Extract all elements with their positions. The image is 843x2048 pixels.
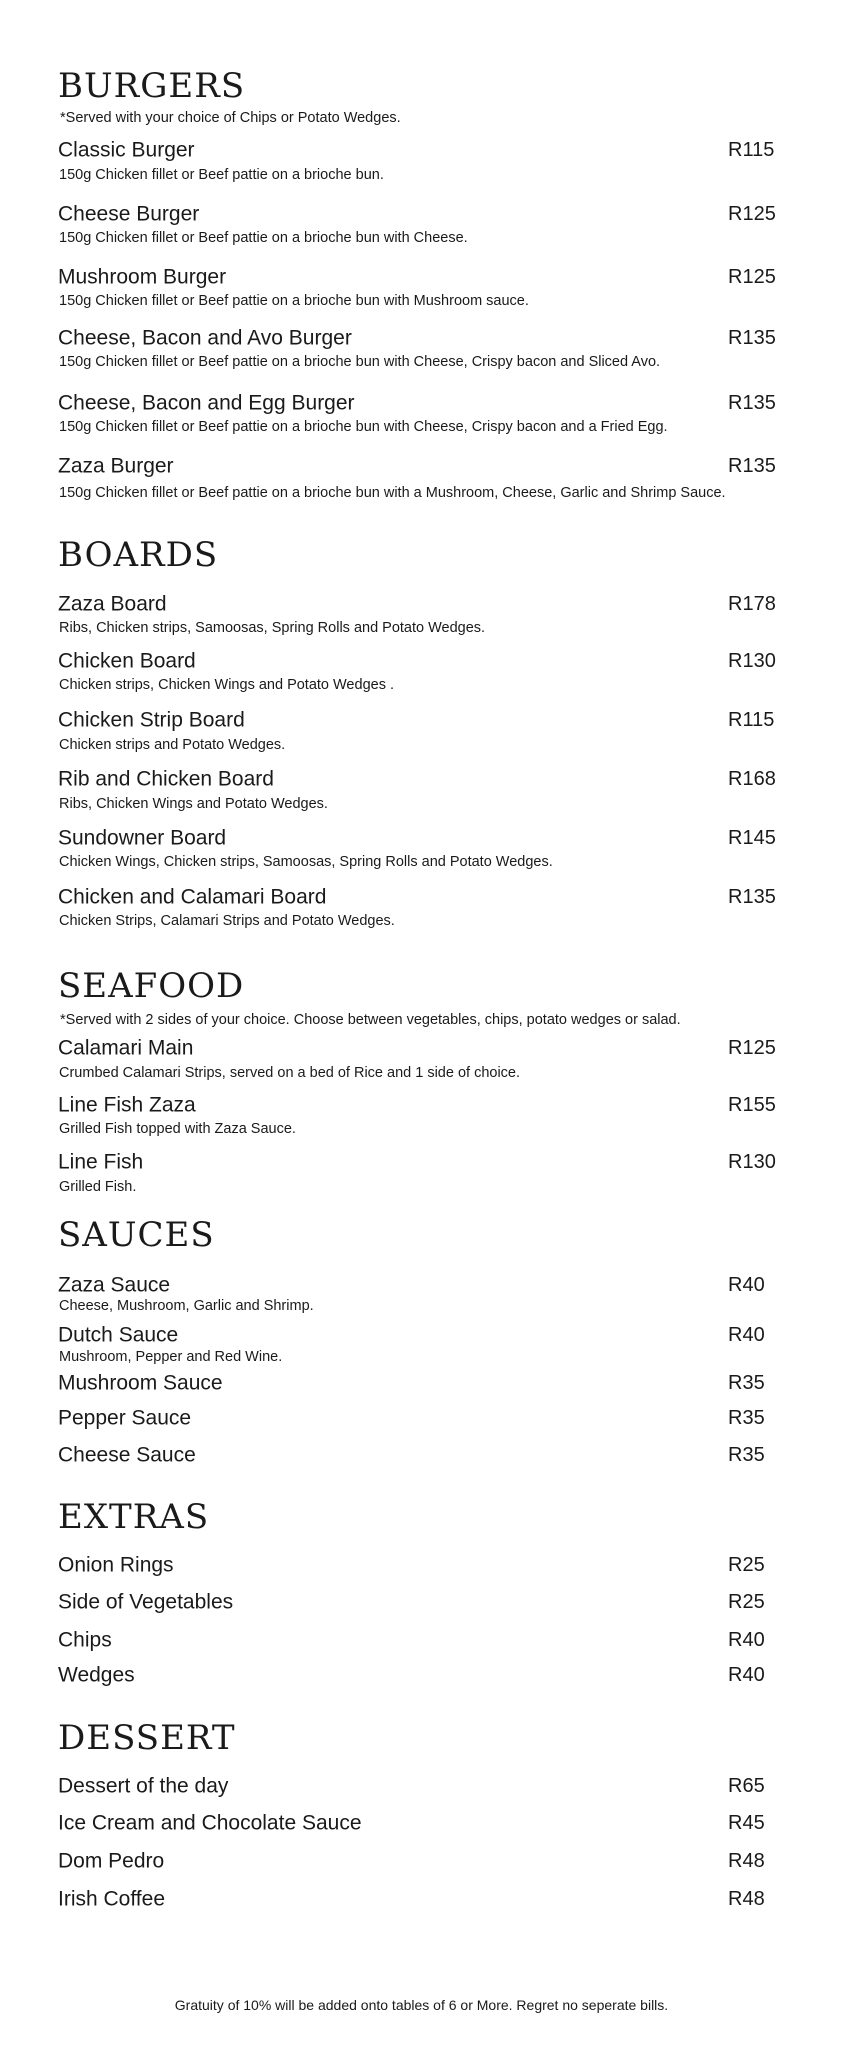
menu-item-name: Classic Burger: [58, 138, 195, 162]
section-title: BOARDS: [58, 535, 219, 575]
menu-item-name: Dutch Sauce: [58, 1323, 179, 1347]
menu-item-description: Chicken Wings, Chicken strips, Samoosas, Spring Rolls and Potato Wedges.: [59, 853, 553, 870]
menu-item-price: R35: [728, 1372, 765, 1394]
menu-item-name: Zaza Board: [58, 592, 167, 616]
gratuity-footer: Gratuity of 10% will be added onto tables of 6 or More. Regret no seperate bills.: [174, 1997, 669, 2013]
section-title: SAUCES: [58, 1215, 215, 1255]
menu-item-price: R25: [728, 1591, 765, 1613]
menu-item-name: Chicken and Calamari Board: [58, 885, 327, 909]
section-title: BURGERS: [58, 66, 246, 106]
menu-item-name: Mushroom Burger: [58, 265, 227, 289]
menu-item-name: Ice Cream and Chocolate Sauce: [58, 1811, 362, 1835]
menu-item-price: R155: [728, 1094, 776, 1116]
menu-item-name: Chips: [58, 1628, 112, 1652]
menu-item-name: Pepper Sauce: [58, 1406, 192, 1430]
menu-item-name: Mushroom Sauce: [58, 1371, 223, 1395]
menu-item-description: 150g Chicken fillet or Beef pattie on a brioche bun with Mushroom sauce.: [59, 292, 529, 309]
menu-item-price: R135: [728, 886, 776, 908]
menu-item-price: R135: [728, 327, 776, 349]
menu-item-price: R35: [728, 1444, 765, 1466]
menu-item-price: R65: [728, 1775, 765, 1797]
menu-item-name: Zaza Burger: [58, 454, 174, 478]
menu-item-price: R130: [728, 1151, 776, 1173]
menu-item-description: Crumbed Calamari Strips, served on a bed of Rice and 1 side of choice.: [59, 1064, 521, 1081]
menu-item-price: R48: [728, 1850, 765, 1872]
menu-item-description: Ribs, Chicken strips, Samoosas, Spring Rolls and Potato Wedges.: [59, 619, 486, 636]
menu-item-name: Zaza Sauce: [58, 1273, 171, 1297]
menu-item-description: Chicken strips, Chicken Wings and Potato Wedges .: [59, 676, 395, 693]
menu-item-price: R115: [728, 139, 775, 161]
menu-item-name: Dom Pedro: [58, 1849, 165, 1873]
menu-item-description: Chicken Strips, Calamari Strips and Potato Wedges.: [59, 912, 395, 929]
menu-item-price: R125: [728, 266, 776, 288]
menu-item-description: 150g Chicken fillet or Beef pattie on a brioche bun.: [59, 166, 384, 183]
menu-item-price: R35: [728, 1407, 765, 1429]
menu-item-price: R40: [728, 1274, 765, 1296]
menu-item-description: 150g Chicken fillet or Beef pattie on a brioche bun with Cheese, Crispy bacon and a Fried Egg.: [59, 418, 668, 435]
menu-item-price: R48: [728, 1888, 765, 1910]
menu-item-name: Irish Coffee: [58, 1887, 165, 1911]
menu-item-description: Grilled Fish topped with Zaza Sauce.: [59, 1120, 296, 1137]
menu-item-price: R130: [728, 650, 776, 672]
menu-item-description: 150g Chicken fillet or Beef pattie on a brioche bun with Cheese, Crispy bacon and Sliced Avo.: [59, 353, 661, 370]
menu-item-name: Side of Vegetables: [58, 1590, 234, 1614]
menu-item-name: Line Fish Zaza: [58, 1093, 196, 1117]
menu-item-description: Ribs, Chicken Wings and Potato Wedges.: [59, 795, 328, 812]
menu-item-name: Cheese Burger: [58, 202, 200, 226]
section-note: *Served with your choice of Chips or Potato Wedges.: [60, 109, 401, 126]
menu-item-price: R125: [728, 1037, 776, 1059]
section-title: SEAFOOD: [58, 966, 245, 1006]
menu-item-price: R125: [728, 203, 776, 225]
menu-item-price: R25: [728, 1554, 765, 1576]
menu-item-price: R40: [728, 1629, 765, 1651]
menu-item-name: Cheese Sauce: [58, 1443, 196, 1467]
menu-item-price: R135: [728, 455, 776, 477]
menu-item-price: R168: [728, 768, 776, 790]
section-title: EXTRAS: [58, 1497, 210, 1537]
menu-item-name: Cheese, Bacon and Avo Burger: [58, 326, 352, 350]
menu-item-price: R145: [728, 827, 776, 849]
menu-item-description: 150g Chicken fillet or Beef pattie on a brioche bun with Cheese.: [59, 229, 468, 246]
menu-item-name: Rib and Chicken Board: [58, 767, 274, 791]
menu-item-name: Wedges: [58, 1663, 135, 1687]
menu-item-description: Chicken strips and Potato Wedges.: [59, 736, 286, 753]
menu-item-price: R45: [728, 1812, 765, 1834]
menu-item-description: Cheese, Mushroom, Garlic and Shrimp.: [59, 1297, 314, 1314]
section-title: DESSERT: [58, 1718, 236, 1758]
menu-item-name: Calamari Main: [58, 1036, 194, 1060]
menu-item-price: R135: [728, 392, 776, 414]
menu-item-description: Mushroom, Pepper and Red Wine.: [59, 1348, 283, 1365]
menu-item-description: Grilled Fish.: [59, 1178, 137, 1195]
menu-item-name: Dessert of the day: [58, 1774, 229, 1798]
menu-item-price: R40: [728, 1324, 765, 1346]
menu-item-name: Sundowner Board: [58, 826, 227, 850]
menu-item-description: 150g Chicken fillet or Beef pattie on a brioche bun with a Mushroom, Cheese, Garlic and Shrimp Sauce.: [59, 484, 726, 501]
menu-item-price: R115: [728, 709, 775, 731]
menu-item-price: R178: [728, 593, 776, 615]
menu-item-name: Chicken Board: [58, 649, 196, 673]
menu-item-name: Line Fish: [58, 1150, 144, 1174]
menu-item-name: Chicken Strip Board: [58, 708, 245, 732]
menu-item-name: Onion Rings: [58, 1553, 174, 1577]
menu-item-name: Cheese, Bacon and Egg Burger: [58, 391, 355, 415]
menu-item-price: R40: [728, 1664, 765, 1686]
section-note: *Served with 2 sides of your choice. Choose between vegetables, chips, potato wedges or salad.: [60, 1011, 681, 1028]
